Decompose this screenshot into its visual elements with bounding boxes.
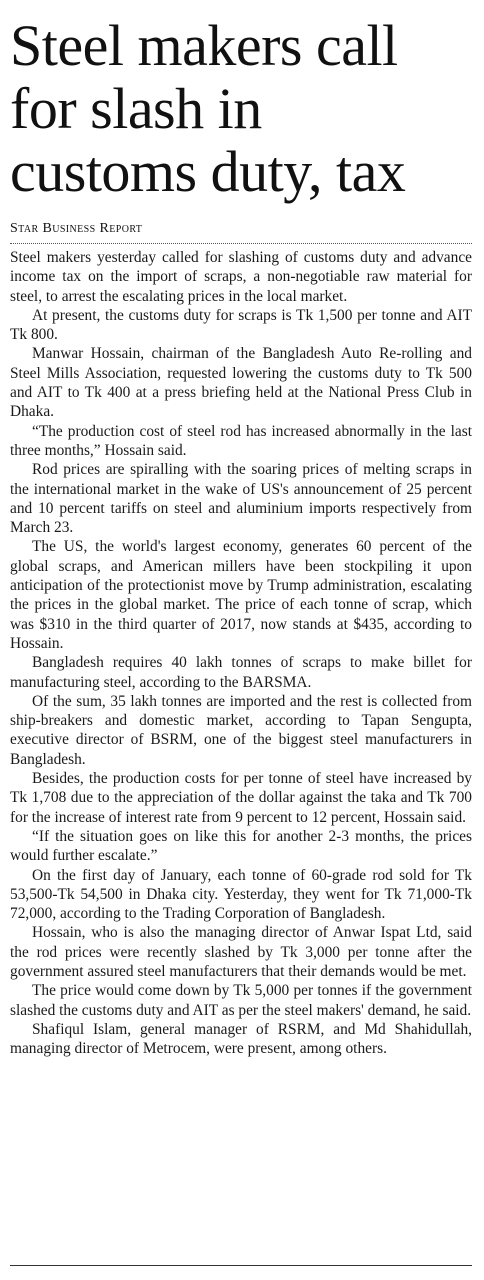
byline-divider	[10, 243, 472, 244]
paragraph: “The production cost of steel rod has increased abnormally in the last three months,” Hossain said.	[10, 422, 472, 459]
paragraph: Bangladesh requires 40 lakh tonnes of scraps to make billet for manufacturing steel, according to the BARSMA.	[10, 654, 472, 691]
paragraph: Shafiqul Islam, general manager of RSRM, and Md Shahidullah, managing director of Metrocem, were present, among others.	[10, 1020, 472, 1058]
headline-line-2: for slash in	[10, 76, 262, 141]
paragraph: Hossain, who is also the managing director of Anwar Ispat Ltd, said the rod prices were recently slashed by Tk 3,000 per tonne after the government assured steel manufacturers that their demands would be met.	[10, 924, 472, 980]
article-body	[10, 248, 472, 1058]
paragraph: “If the situation goes on like this for another 2-3 months, the prices would further escalate.”	[10, 827, 472, 865]
paragraph: Of the sum, 35 lakh tonnes are imported and the rest is collected from ship-breakers and domestic market, according to Tapan Sengupta, executive director of BSRM, one of the biggest steel manufacturers in Bangladesh.	[10, 692, 472, 768]
paragraph: The US, the world's largest economy, generates 60 percent of the global scraps, and American millers have been stockpiling it upon anticipation of the protectionist move by Trump administration, escalating the prices in the global market. The price of each tonne of scrap, which was $310 in the third quarter of 2017, now stands at $435, according to Hossain.	[10, 538, 472, 652]
paragraph: Manwar Hossain, chairman of the Bangladesh Auto Re-rolling and Steel Mills Association, requested lowering the customs duty to Tk 500 and AIT to Tk 400 at a press briefing held at the National Press Club in Dhaka.	[10, 345, 472, 421]
bottom-rule	[10, 1265, 472, 1266]
paragraph: Besides, the production costs for per tonne of steel have increased by Tk 1,708 due to the appreciation of the dollar against the taka and Tk 700 for the increase of interest rate from 9 percent to 12 percent, Hossain said.	[10, 770, 472, 826]
paragraph: On the first day of January, each tonne of 60-grade rod sold for Tk 53,500-Tk 54,500 in Dhaka city. Yesterday, they went for Tk 71,000-Tk 72,000, according to the Trading Corporation of Bangladesh.	[10, 866, 472, 923]
paragraph: At present, the customs duty for scraps is Tk 1,500 per tonne and AIT Tk 800.	[10, 306, 472, 344]
headline-line-3: customs duty, tax	[10, 139, 406, 204]
paragraph: Rod prices are spiralling with the soaring prices of melting scraps in the international market in the wake of US's announcement of 25 percent and 10 percent tariffs on steel and aluminium imports respectively from March 23.	[10, 461, 472, 537]
news-article	[10, 0, 472, 1058]
paragraph: The price would come down by Tk 5,000 per tonnes if the government slashed the customs duty and AIT as per the steel makers' demand, he said.	[10, 982, 472, 1019]
headline-line-1: Steel makers call	[10, 13, 398, 78]
paragraph: Steel makers yesterday called for slashing of customs duty and advance income tax on the import of scraps, a non-negotiable raw material for steel, to arrest the escalating prices in the local market.	[10, 249, 472, 305]
byline: Star Business Report	[10, 221, 143, 236]
headline	[10, 14, 472, 203]
